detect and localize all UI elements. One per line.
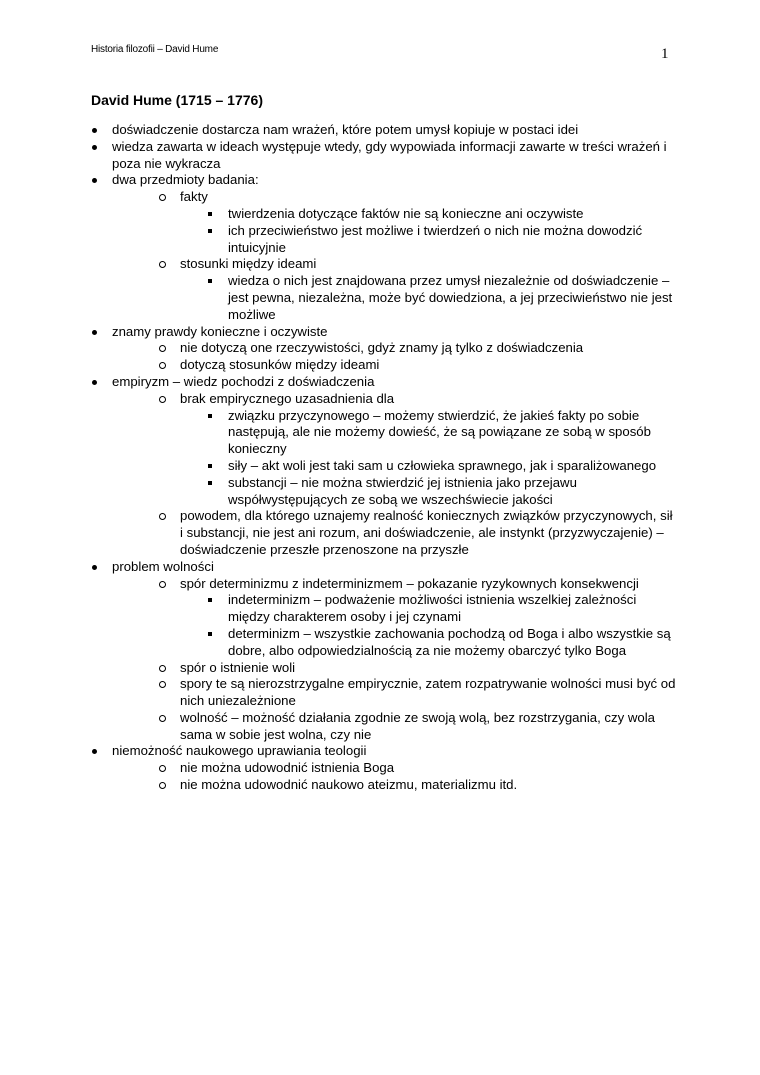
nested-list <box>159 576 676 744</box>
bullet-item-text: znamy prawdy konieczne i oczywiste <box>112 323 328 339</box>
bullet-item-text: niemożność naukowego uprawiania teologii <box>112 743 367 759</box>
bullet-item-text: empiryzm – wiedz pochodzi z doświadczenia <box>112 373 375 389</box>
nested-list <box>159 391 676 559</box>
bullet-item <box>91 324 676 374</box>
sub-item-text: wolność – możność działania zgodnie ze swoją wolą, bez rozstrzygania, czy wola sama w sobie jest wolna, czy nie <box>180 709 655 742</box>
nested-list <box>207 592 676 659</box>
running-header: Historia filozofii – David Hume <box>91 44 219 55</box>
sub-sub-item <box>207 592 676 626</box>
bullet-item-text: problem wolności <box>112 558 214 574</box>
sub-item <box>159 357 676 374</box>
nested-list <box>207 408 676 509</box>
sub-sub-item-text: indeterminizm – podważenie możliwości istnienia wszelkiej zależności między charakterem osoby i jej czynami <box>228 592 637 625</box>
sub-sub-item-text: twierdzenia dotyczące faktów nie są konieczne ani oczywiste <box>228 205 584 221</box>
bullet-item <box>91 172 676 323</box>
sub-item <box>159 189 676 256</box>
sub-item <box>159 391 676 509</box>
bullet-item-text: doświadczenie dostarcza nam wrażeń, które potem umysł kopiuje w postaci idei <box>112 122 579 137</box>
sub-item <box>159 660 676 677</box>
sub-item <box>159 576 676 660</box>
sub-sub-item <box>207 273 676 323</box>
sub-item-text: fakty <box>180 189 208 205</box>
sub-item <box>159 777 676 794</box>
bullet-item <box>91 374 676 559</box>
sub-item-text: brak empirycznego uzasadnienia dla <box>180 390 395 406</box>
bullet-item <box>91 139 676 173</box>
sub-sub-item <box>207 458 676 475</box>
sub-item-text: powodem, dla którego uznajemy realność koniecznych związków przyczynowych, sił i substancji, nie jest ani rozum, ani doświadczenie, ale instynkt (przyzwyczajenie) – doświadczenie przeszłe przenoszone na przyszłe <box>180 508 673 557</box>
sub-item-text: stosunki między ideami <box>180 256 317 272</box>
page-title: David Hume (1715 – 1776) <box>91 92 263 108</box>
bullet-item-text: dwa przedmioty badania: <box>112 172 259 188</box>
sub-item <box>159 256 676 323</box>
nested-list <box>159 340 676 374</box>
sub-item <box>159 676 676 710</box>
sub-item <box>159 340 676 357</box>
sub-item <box>159 508 676 558</box>
nested-list <box>207 206 676 256</box>
sub-sub-item <box>207 408 676 458</box>
sub-item-text: spór determinizmu z indeterminizmem – pokazanie ryzykownych konsekwencji <box>180 575 639 591</box>
sub-item-text: dotyczą stosunków między ideami <box>180 357 380 373</box>
sub-sub-item-text: związku przyczynowego – możemy stwierdzić, że jakieś fakty po sobie następują, ale nie możemy dowieść, że są powiązane ze sobą w sposób konieczny <box>228 407 651 457</box>
nested-list <box>207 273 676 323</box>
sub-sub-item-text: substancji – nie można stwierdzić jej istnienia jako przejawu współwystępujących ze sobą we wszechświecie jakości <box>228 474 577 507</box>
page-number: 1 <box>661 46 669 62</box>
sub-item-text: spory te są nierozstrzygalne empirycznie, zatem rozpatrywanie wolności musi być od nich uniezależnione <box>180 676 676 709</box>
sub-item-text: nie dotyczą one rzeczywistości, gdyż znamy ją tylko z doświadczenia <box>180 340 584 356</box>
nested-list <box>159 189 676 323</box>
bullet-list <box>91 122 676 794</box>
sub-sub-item <box>207 206 676 223</box>
sub-sub-item-text: ich przeciwieństwo jest możliwe i twierdzeń o nich nie można dowodzić intuicyjnie <box>228 222 643 255</box>
sub-item <box>159 760 676 777</box>
sub-item <box>159 710 676 744</box>
sub-sub-item-text: siły – akt woli jest taki sam u człowieka sprawnego, jak i sparaliżowanego <box>228 457 657 473</box>
sub-sub-item <box>207 475 676 509</box>
sub-item-text: nie można udowodnić istnienia Boga <box>180 760 395 776</box>
document-body <box>91 122 676 794</box>
sub-sub-item-text: wiedza o nich jest znajdowana przez umysł niezależnie od doświadczenie – jest pewna, niezależna, może być dowiedziona, a jej przeciwieństwo nie jest możliwe <box>228 273 673 322</box>
bullet-item <box>91 559 676 744</box>
bullet-item <box>91 743 676 793</box>
nested-list <box>159 760 676 794</box>
sub-sub-item <box>207 626 676 660</box>
sub-sub-item <box>207 223 676 257</box>
bullet-item-text: wiedza zawarta w ideach występuje wtedy, gdy wypowiada informacji zawarte w treści wrażeń i poza nie wykracza <box>112 138 667 171</box>
sub-item-text: spór o istnienie woli <box>180 659 296 675</box>
sub-sub-item-text: determinizm – wszystkie zachowania pochodzą od Boga i albo wszystkie są dobre, albo odpowiedzialnością za nie możemy obarczyć tylko Boga <box>228 625 671 658</box>
sub-item-text: nie można udowodnić naukowo ateizmu, materializmu itd. <box>180 777 518 793</box>
bullet-item <box>91 122 676 139</box>
